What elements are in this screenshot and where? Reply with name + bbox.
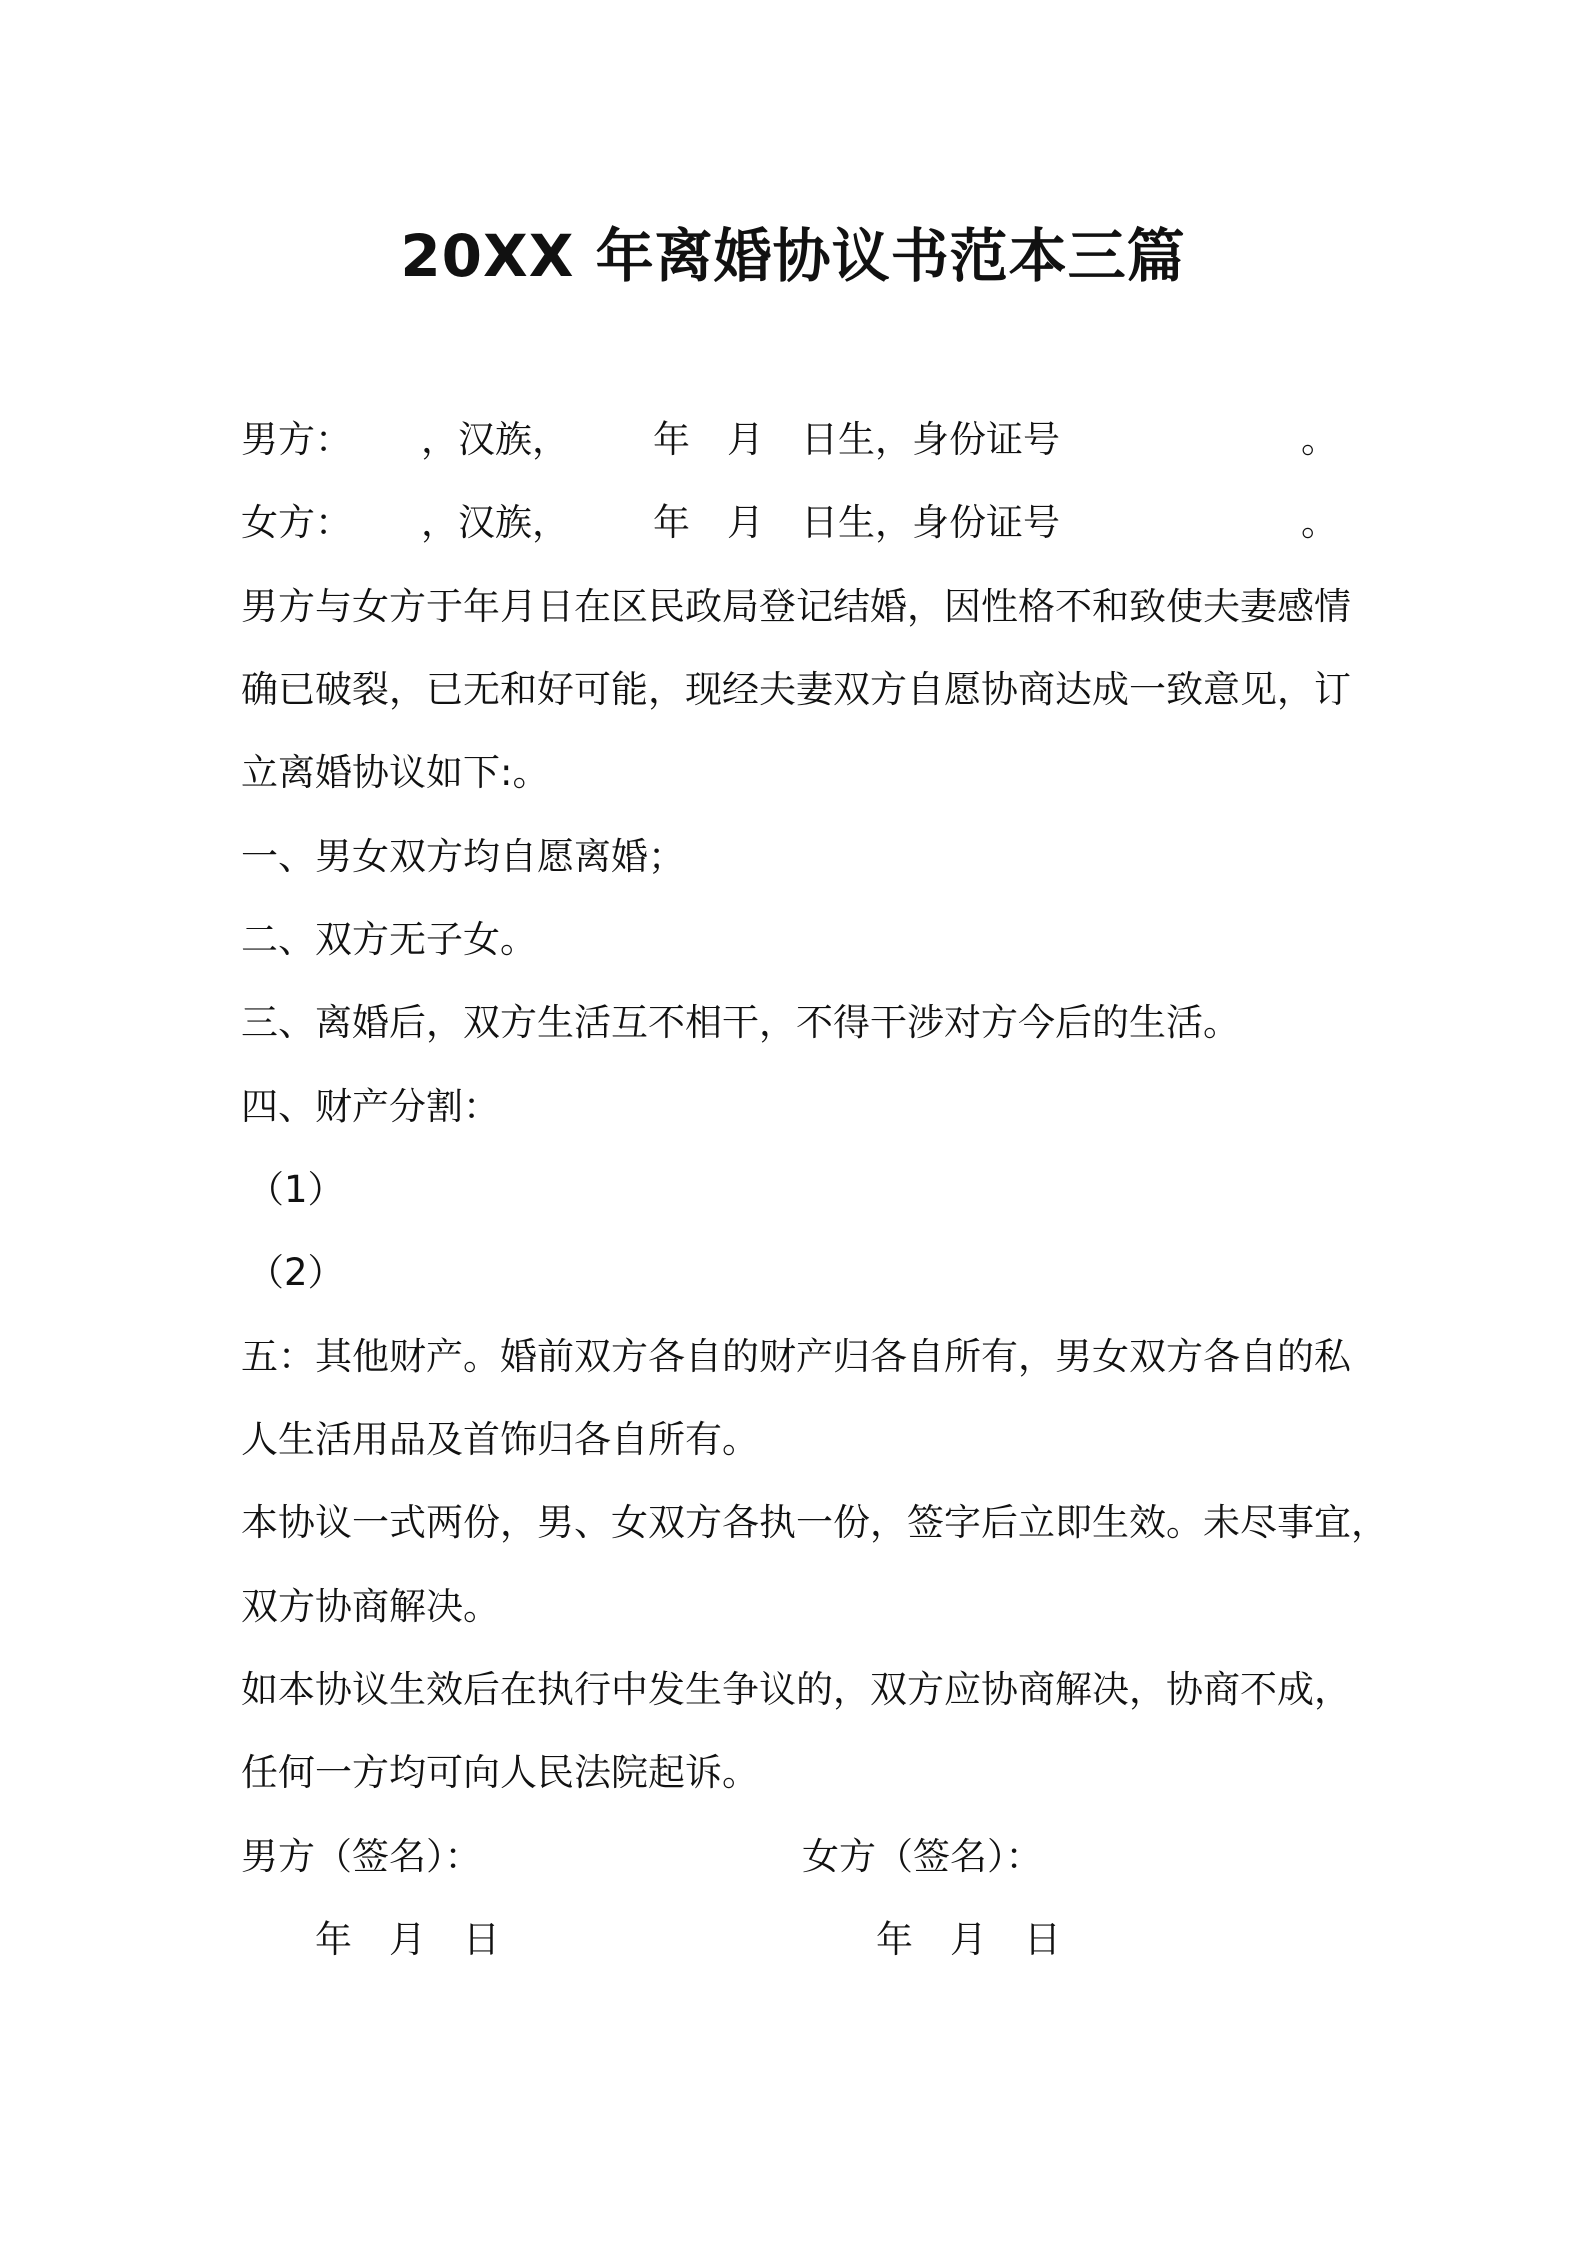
copies-line-2: 双方协商解决。 [241,1585,500,1628]
male-date-year: 年 [315,1918,352,1961]
female-date-day: 日 [1024,1918,1061,1961]
female-born-id: 日生，身份证号 [801,501,1060,544]
male-date-month: 月 [389,1918,426,1961]
female-date-month: 月 [950,1918,987,1961]
clause-4: 四、财产分割： [241,1085,500,1128]
male-info-line [241,415,1361,465]
copies-line-1: 本协议一式两份，男、女双方各执一份，签字后立即生效。未尽事宜， [241,1501,1388,1544]
female-info-line [241,498,1361,548]
female-label: 女方： [241,501,352,544]
clause-3: 三、离婚后，双方生活互不相干，不得干涉对方今后的生活。 [241,1001,1240,1044]
clause-2: 二、双方无子女。 [241,918,537,961]
other-property-line-1: 五：其他财产。婚前双方各自的财产归各自所有，男女双方各自的私 [241,1335,1351,1378]
female-signature-date [241,1915,1361,1965]
dispute-line-2: 任何一方均可向人民法院起诉。 [241,1751,759,1794]
male-born-id: 日生，身份证号 [801,418,1060,461]
female-signature-label: 女方（签名）： [802,1835,1043,1878]
male-end: 。 [1301,418,1338,461]
female-month: 月 [727,501,764,544]
female-date-year: 年 [876,1918,913,1961]
document-title: 20XX 年离婚协议书范本三篇 [400,222,1186,290]
male-month: 月 [727,418,764,461]
male-label: 男方： [241,418,352,461]
male-year: 年 [653,418,690,461]
clause-1: 一、男女双方均自愿离婚； [241,835,685,878]
male-date-day: 日 [463,1918,500,1961]
male-signature-label: 男方（签名）： [241,1835,482,1878]
intro-line-3: 立离婚协议如下:。 [241,751,550,794]
intro-line-2: 确已破裂，已无和好可能，现经夫妻双方自愿协商达成一致意见，订 [241,668,1351,711]
male-ethnicity: ，汉族， [421,418,569,461]
dispute-line-1: 如本协议生效后在执行中发生争议的，双方应协商解决，协商不成， [241,1668,1351,1711]
female-ethnicity: ，汉族， [421,501,569,544]
property-item-2: （2） [247,1251,345,1294]
female-end: 。 [1301,501,1338,544]
intro-line-1: 男方与女方于年月日在区民政局登记结婚，因性格不和致使夫妻感情 [241,585,1351,628]
property-item-1: （1） [247,1168,345,1211]
other-property-line-2: 人生活用品及首饰归各自所有。 [241,1418,759,1461]
female-year: 年 [653,501,690,544]
